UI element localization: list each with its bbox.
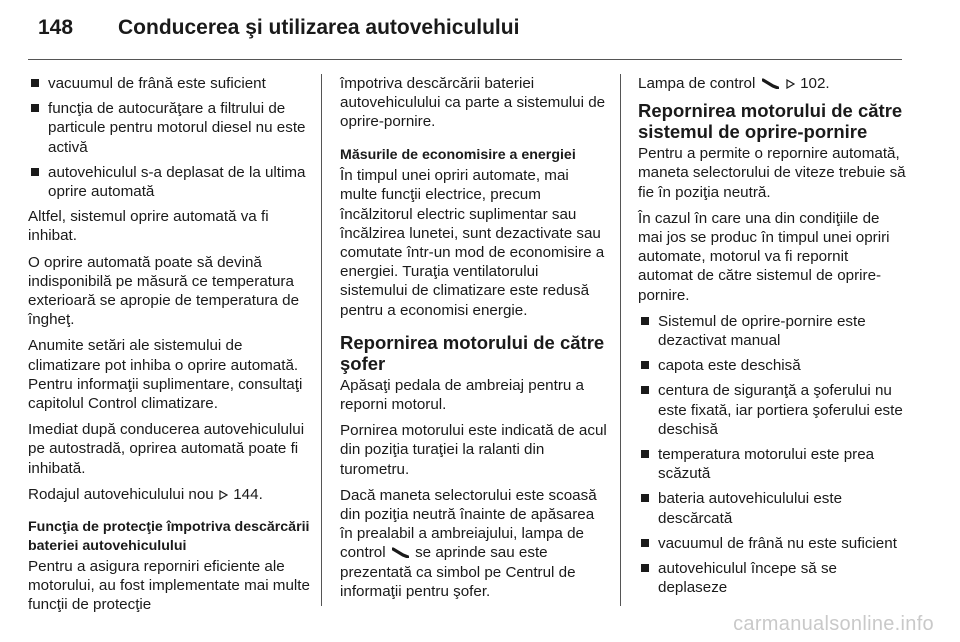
paragraph: O oprire automată poate să devină indisponibilă pe măsură ce temperatura exterioară se apropie de temperatura de îngheţ.	[28, 253, 300, 329]
conditions-list-a	[28, 74, 310, 201]
paragraph: Imediat după conducerea autovehiculului pe autostradă, oprirea automată poate fi inhibată.	[28, 421, 305, 477]
section-heading-battery-protection: Funcţia de protecţie împotriva descărcării bateriei autovehiculului	[28, 519, 310, 554]
square-bullet-icon	[641, 386, 649, 394]
list-item: vacuumul de frână este suficient	[28, 74, 310, 93]
column-3	[638, 74, 906, 603]
restart-conditions-list	[638, 312, 906, 598]
column-1	[28, 74, 310, 622]
triangle-reference-icon	[219, 490, 228, 500]
stop-start-lamp-icon	[762, 78, 779, 89]
square-bullet-icon	[641, 317, 649, 325]
square-bullet-icon	[31, 168, 39, 176]
square-bullet-icon	[641, 494, 649, 502]
page-reference-link[interactable]: 144.	[233, 485, 263, 503]
column-2	[340, 74, 608, 608]
paragraph: Pentru a permite o repornire automată, maneta selectorului de viteze trebuie să fie în poziţia neutră.	[638, 145, 906, 201]
paragraph: Anumite setări ale sistemului de climatizare pot inhiba o oprire automată. Pentru informaţii suplimentare, consultaţi capitolul Control climatizare.	[28, 337, 303, 413]
list-item: funcţia de autocurăţare a filtrului de particule pentru motorul diesel nu este activă	[28, 99, 310, 157]
list-item: centura de siguranţă a şoferului nu este fixată, iar portiera şoferului este deschisă	[638, 381, 906, 439]
column-divider-2	[620, 74, 621, 606]
page-reference-link[interactable]: 102.	[800, 75, 830, 92]
list-item: capota este deschisă	[638, 356, 906, 375]
list-item: bateria autovehiculului este descărcată	[638, 489, 906, 527]
paragraph: Apăsaţi pedala de ambreiaj pentru a reporni motorul.	[340, 376, 585, 413]
list-item: autovehiculul începe să se deplaseze	[638, 559, 906, 597]
triangle-reference-icon	[786, 79, 795, 89]
section-heading-system-restart: Repornirea motorului de către sistemul de oprire-pornire	[638, 100, 903, 143]
square-bullet-icon	[31, 104, 39, 112]
paragraph-with-reference: Rodajul autovehiculului nou 144.	[28, 485, 263, 503]
paragraph-with-lamp: Lampa de control 102.	[638, 75, 830, 92]
paragraph: În cazul în care una din condiţiile de mai jos se produc în timpul unei opriri automate, motorul va fi repornit automat de către sistemul de oprire-pornire.	[638, 209, 890, 304]
list-item: Sistemul de oprire-pornire este dezactivat manual	[638, 312, 906, 350]
paragraph: Altfel, sistemul oprire automată va fi inhibat.	[28, 208, 269, 245]
square-bullet-icon	[641, 450, 649, 458]
list-item: vacuumul de frână nu este suficient	[638, 534, 906, 553]
square-bullet-icon	[641, 564, 649, 572]
page-header	[38, 16, 918, 46]
paragraph-with-lamp: Dacă maneta selectorului este scoasă din poziţia neutră înainte de apăsarea în prealabil a ambreiajului, lampa de control se aprinde sau este prezentată ca simbol pe Centrul de informaţii pentru şofer.	[340, 486, 597, 600]
page-number: 148	[38, 16, 74, 39]
watermark-text: carmanualsonline.info	[733, 613, 934, 635]
stop-start-lamp-icon	[392, 547, 409, 558]
page-title: Conducerea şi utilizarea autovehiculului	[118, 16, 520, 39]
header-divider	[28, 59, 902, 60]
list-item: autovehiculul s-a deplasat de la ultima oprire automată	[28, 163, 310, 201]
square-bullet-icon	[641, 539, 649, 547]
paragraph: Pornirea motorului este indicată de acul din poziţia turaţiei la ralanti din turometru.	[340, 422, 607, 478]
list-item: temperatura motorului este prea scăzută	[638, 445, 906, 483]
paragraph: În timpul unei opriri automate, mai multe funcţii electrice, precum încălzitorul electric suplimentar sau încălzirea lunetei, sunt dezactivate sau comutate într-un mod de economisire a energiei. Turaţia ventilatorului sistemului de climatizare este redusă pentru a economisi energie.	[340, 167, 605, 319]
paragraph: Pentru a asigura reporniri eficiente ale motorului, au fost implementate mai multe funcţii de protecţie	[28, 558, 310, 614]
square-bullet-icon	[641, 361, 649, 369]
paragraph: împotriva descărcării bateriei autovehiculului ca parte a sistemului de oprire-pornire.	[340, 75, 606, 131]
square-bullet-icon	[31, 79, 39, 87]
section-heading-driver-restart: Repornirea motorului de către şofer	[340, 331, 605, 374]
section-heading-energy-saving: Măsurile de economisire a energiei	[340, 146, 576, 163]
column-divider-1	[321, 74, 322, 606]
